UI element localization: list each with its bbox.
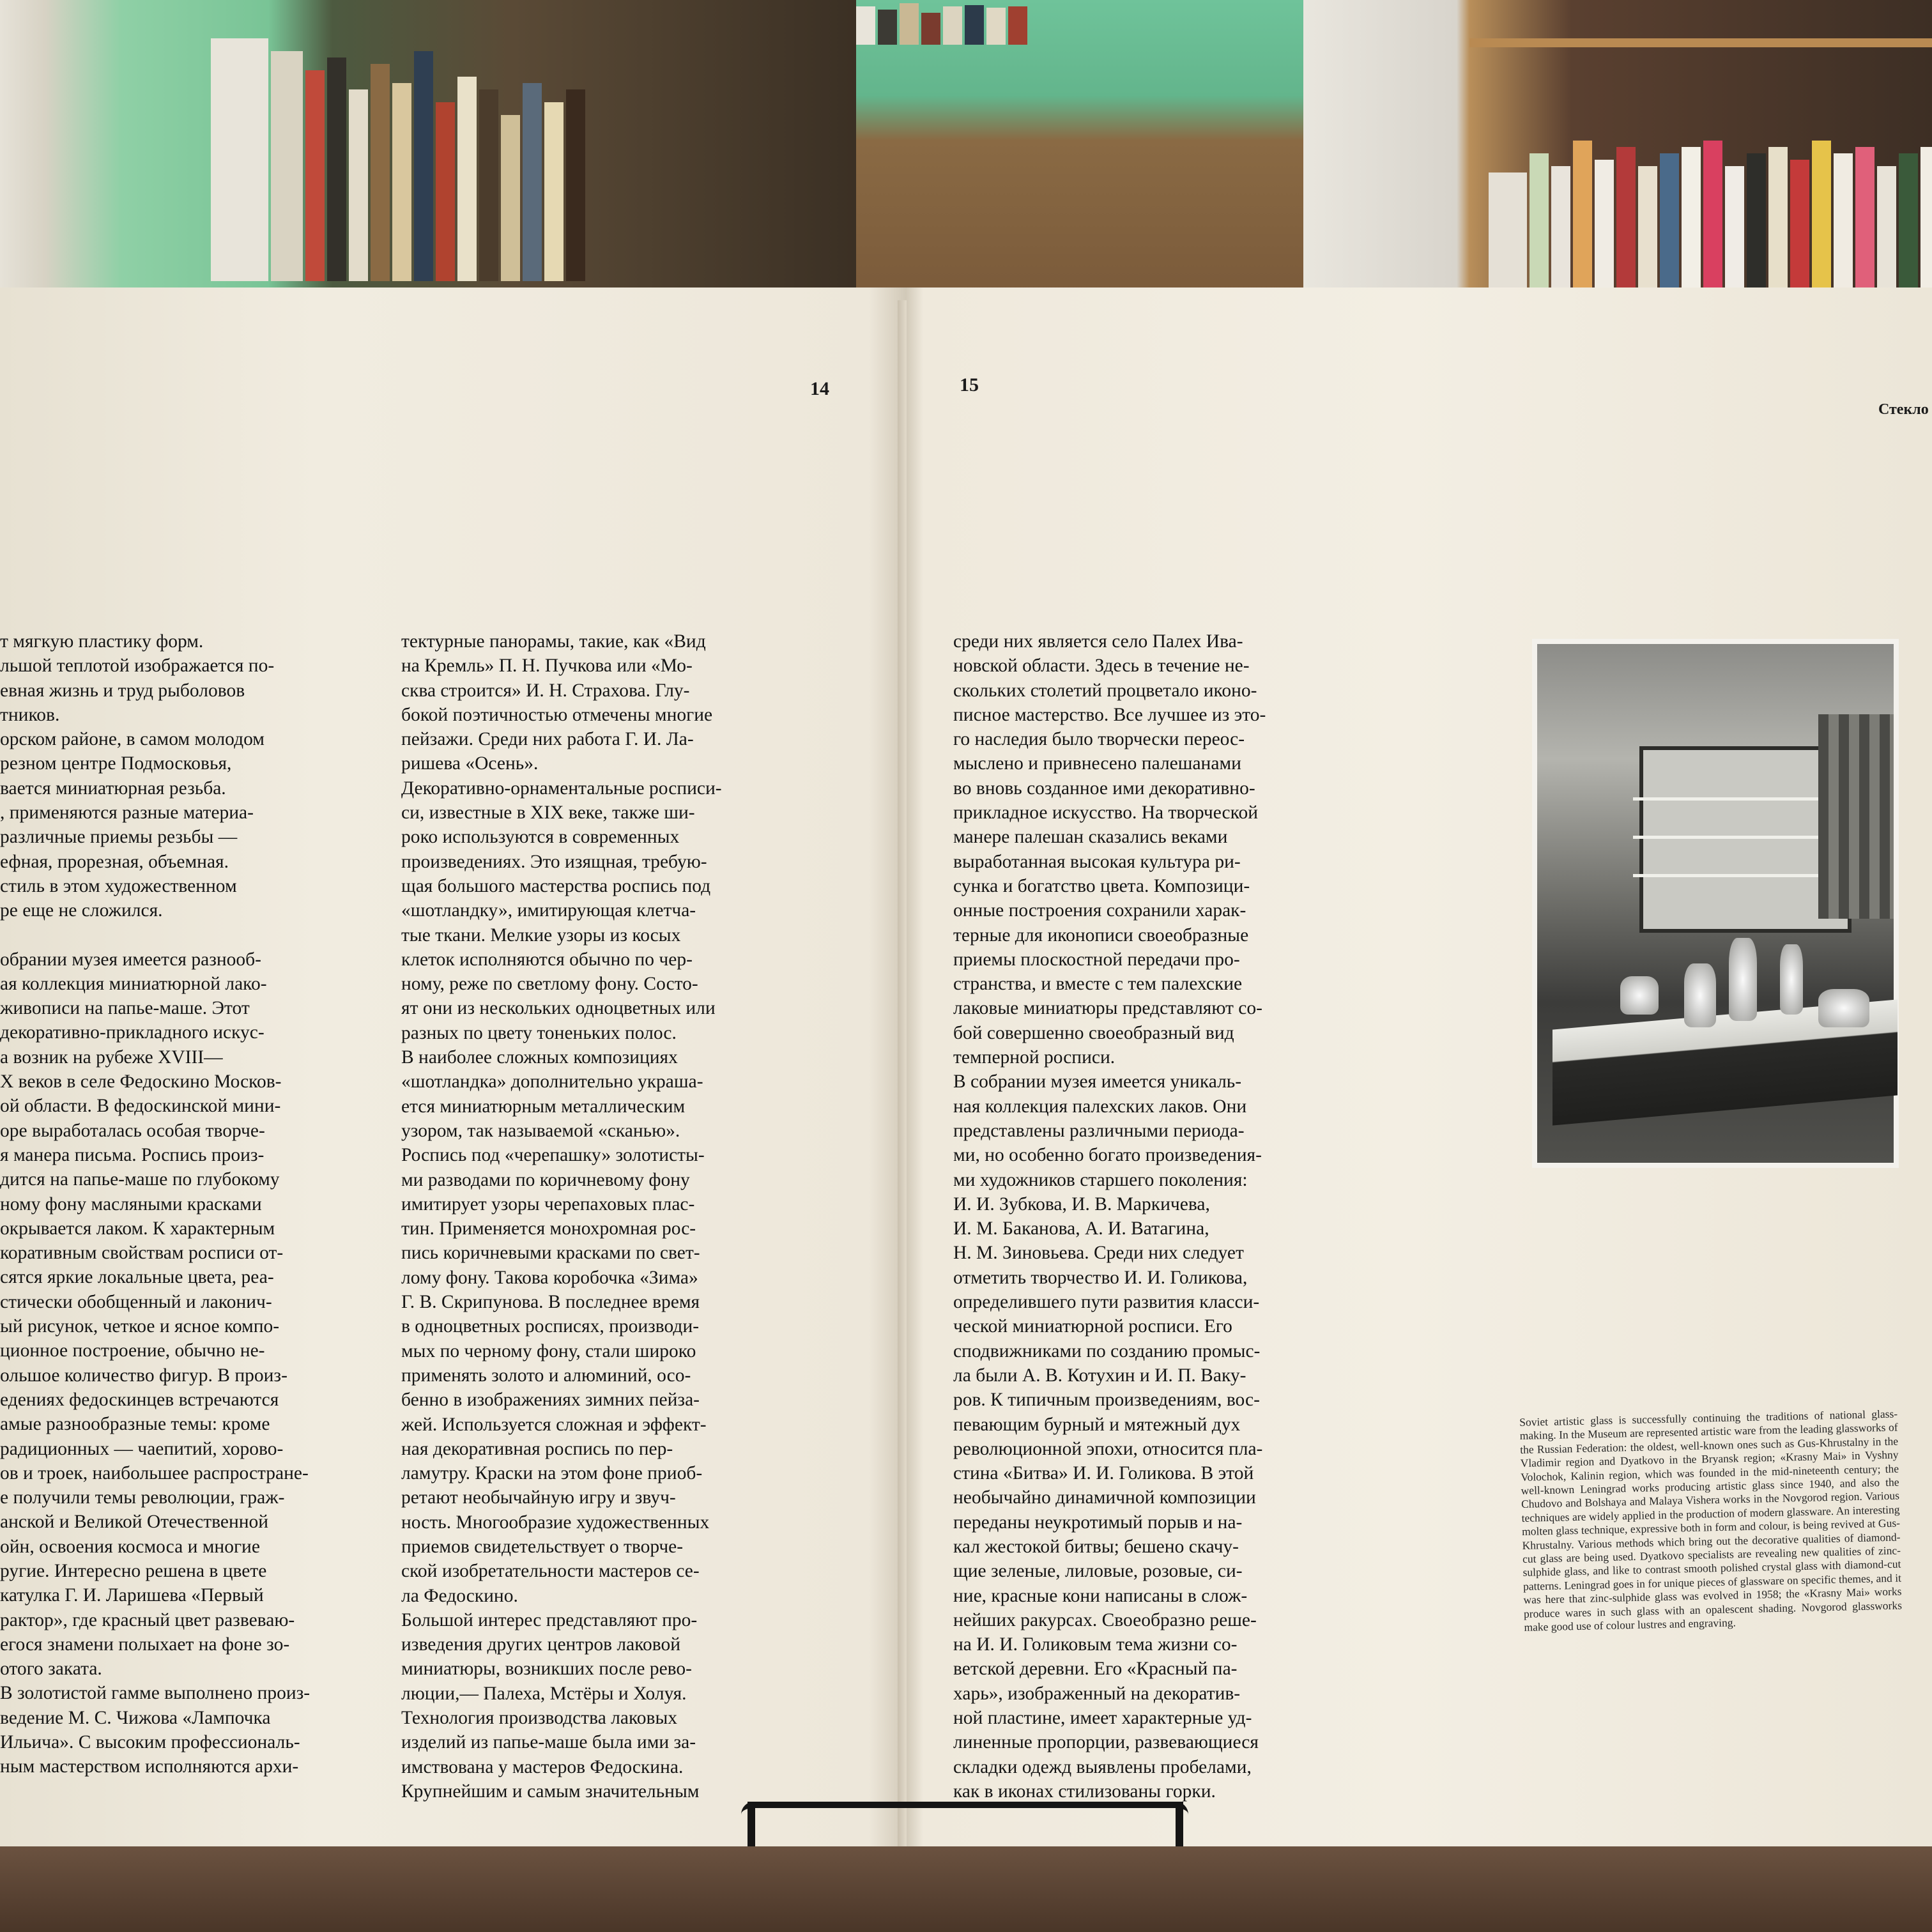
text-line: выработанная высокая культура ри- <box>953 851 1241 872</box>
text-line: ый рисунок, четкое и ясное компо- <box>0 1316 280 1337</box>
photo-glass-vase <box>1684 963 1716 1027</box>
text-line: мыслено и привнесено палешанами <box>953 753 1241 774</box>
text-column-2 <box>401 629 842 1804</box>
text-line: а возник на рубеже XVIII— <box>0 1046 223 1068</box>
text-line: на И. И. Голиковым тема жизни со- <box>953 1634 1238 1655</box>
text-line: ведение М. С. Чижова «Лампочка <box>0 1707 271 1728</box>
photo-curtain <box>1818 714 1894 919</box>
text-line: И. И. Зубкова, И. В. Маркичева, <box>953 1193 1210 1215</box>
text-line: певающим бурный и мятежный дух <box>953 1414 1241 1435</box>
text-line: кал жестокой битвы; бешено скачу- <box>953 1536 1239 1557</box>
text-line: ность. Многообразие художественных <box>401 1512 710 1533</box>
text-line: ние, красные кони написаны в слож- <box>953 1585 1248 1606</box>
text-line: сква строится» И. Н. Страхова. Глу- <box>401 680 690 701</box>
text-line: В наиболее сложных композициях <box>401 1047 678 1068</box>
text-line: евная жизнь и труд рыболовов <box>0 680 245 701</box>
text-line: ла Федоскино. <box>401 1585 518 1606</box>
text-line: ционное построение, обычно не- <box>0 1340 265 1361</box>
text-line: го наследия было творчески переос- <box>953 729 1245 750</box>
photo-glass-vase <box>1729 938 1757 1021</box>
text-line: щие зеленые, лиловые, розовые, си- <box>953 1561 1243 1582</box>
text-line: манере палешан сказались веками <box>953 827 1228 848</box>
text-line: отого заката. <box>0 1659 102 1680</box>
running-head: Стекло <box>1878 401 1929 418</box>
text-line: сунка и богатство цвета. Композици- <box>953 875 1250 896</box>
text-line: ми разводами по коричневому фону <box>401 1169 690 1190</box>
text-column-3 <box>953 629 1370 1804</box>
text-line: новской области. Здесь в течение не- <box>953 656 1250 677</box>
text-line: егося знамени полыхает на фоне зо- <box>0 1634 290 1655</box>
text-line: стически обобщенный и лаконич- <box>0 1291 272 1312</box>
text-line: тников. <box>0 704 60 725</box>
photo-scene <box>1537 644 1894 1163</box>
text-line: живописи на папье-маше. Этот <box>0 998 250 1019</box>
photo-glass-vase <box>1780 944 1803 1015</box>
text-line: т мягкую пластику форм. <box>0 631 204 652</box>
text-line: «шотландка» дополнительно украша- <box>401 1071 703 1092</box>
text-line: узором, так называемой «сканью». <box>401 1120 680 1141</box>
text-line: приемов свидетельствует о творче- <box>401 1536 684 1557</box>
text-line: имитирует узоры черепаховых плас- <box>401 1193 695 1215</box>
text-line: ругие. Интересно решена в цвете <box>0 1560 267 1581</box>
text-line: ла были А. В. Котухин и И. П. Ваку- <box>953 1365 1246 1386</box>
wooden-table <box>0 1846 1932 1932</box>
text-line: ая коллекция миниатюрной лако- <box>0 973 267 994</box>
text-line: пись коричневыми красками по свет- <box>401 1243 700 1264</box>
text-line: сподвижниками по созданию промыс- <box>953 1340 1261 1361</box>
text-line: стиль в этом художественном <box>0 875 237 896</box>
text-column-1 <box>0 629 396 1779</box>
text-line: тектурные панорамы, такие, как «Вид <box>401 631 706 652</box>
shelf-books-middle <box>856 0 1027 45</box>
text-line: едениях федоскинцев встречаются <box>0 1389 279 1410</box>
text-line: льшой теплотой изображается по- <box>0 656 275 677</box>
text-line: ришева «Осень». <box>401 753 539 774</box>
text-line: ской изобретательности мастеров се- <box>401 1561 700 1582</box>
text-line: разных по цвету тоненьких полос. <box>401 1022 677 1043</box>
text-line: отметить творчество И. И. Голикова, <box>953 1267 1248 1288</box>
text-line: орском районе, в самом молодом <box>0 729 264 750</box>
text-line: радиционных — чаепитий, хорово- <box>0 1438 284 1459</box>
text-line: ефная, прорезная, объемная. <box>0 851 229 872</box>
text-line: изделий из папье-маше была ими за- <box>401 1732 696 1753</box>
shelf-books-right <box>1489 102 1932 294</box>
text-line: ному, реже по светлому фону. Состо- <box>401 974 698 995</box>
text-line: люции,— Палеха, Мстёры и Холуя. <box>401 1683 687 1704</box>
text-line: харь», изображенный на декоратив- <box>953 1683 1241 1704</box>
text-line: жей. Используется сложная и эффект- <box>401 1414 707 1435</box>
text-line: В золотистой гамме выполнено произ- <box>0 1683 310 1704</box>
text-line: мых по черному фону, стали широко <box>401 1340 696 1361</box>
text-line: окрывается лаком. К характерным <box>0 1218 275 1239</box>
text-line: тин. Применяется монохромная рос- <box>401 1218 696 1239</box>
text-line: ретают необычайную игру и звуч- <box>401 1487 676 1508</box>
text-line: X веков в селе Федоскино Москов- <box>0 1071 282 1092</box>
text-line: Н. М. Зиновьева. Среди них следует <box>953 1243 1244 1264</box>
text-line: пейзажи. Среди них работа Г. И. Ла- <box>401 729 694 750</box>
page-number-right: 15 <box>960 374 979 395</box>
text-line: дится на папье-маше по глубокому <box>0 1169 280 1190</box>
text-line: Роспись под «черепашку» золотисты- <box>401 1145 705 1166</box>
text-line: темперной росписи. <box>953 1047 1116 1068</box>
text-line: как в иконах стилизованы горки. <box>953 1781 1216 1802</box>
text-line: обрании музея имеется разнооб- <box>0 949 261 970</box>
text-line: линенные пропорции, развевающиеся <box>953 1732 1259 1753</box>
text-line: изведения других центров лаковой <box>401 1634 681 1655</box>
book-gutter <box>898 300 907 1846</box>
text-line: бенно в изображениях зимних пейза- <box>401 1390 700 1411</box>
text-line: различные приемы резьбы — <box>0 827 238 848</box>
text-line: применять золото и алюминий, осо- <box>401 1365 691 1386</box>
text-line: ят они из нескольких одноцветных или <box>401 998 716 1019</box>
background-aisle <box>856 0 1303 300</box>
text-line: ется миниатюрным металлическим <box>401 1096 686 1117</box>
text-line: , применяются разные материа- <box>0 802 254 824</box>
text-line: ная коллекция палехских лаков. Они <box>953 1096 1247 1117</box>
text-line: ламутру. Краски на этом фоне приоб- <box>401 1463 703 1484</box>
page-number-left: 14 <box>810 378 829 399</box>
text-line: ров. К типичным произведениям, вос- <box>953 1390 1260 1411</box>
text-line: определившего пути развития класси- <box>953 1292 1260 1313</box>
text-line: В собрании музея имеется уникаль- <box>953 1071 1242 1092</box>
text-line: сятся яркие локальные цвета, реа- <box>0 1267 274 1288</box>
text-line: необычайно динамичной композиции <box>953 1487 1256 1508</box>
photo-glass-bowl <box>1818 989 1869 1027</box>
text-line: Ильича». С высоким профессиональ- <box>0 1732 300 1753</box>
text-line: щая большого мастерства роспись под <box>401 875 711 896</box>
text-line: рактор», где красный цвет развеваю- <box>0 1609 295 1630</box>
text-line: миниатюры, возникших после рево- <box>401 1659 692 1680</box>
text-line: лаковые миниатюры представляют со- <box>953 998 1262 1019</box>
text-line: коративным свойствам росписи от- <box>0 1243 284 1264</box>
text-line: во вновь созданное ими декоративно- <box>953 778 1255 799</box>
photo-glass-bowl <box>1620 976 1659 1015</box>
text-line: прикладное искусство. На творческой <box>953 802 1258 824</box>
photo-glass-exhibition <box>1532 639 1899 1168</box>
text-line: стина «Битва» И. И. Голикова. В этой <box>953 1463 1254 1484</box>
text-line: катулка Г. И. Ларишева «Первый <box>0 1585 264 1606</box>
text-line: среди них является село Палех Ива- <box>953 631 1243 652</box>
text-line: лому фону. Такова коробочка «Зима» <box>401 1267 698 1288</box>
text-line: резном центре Подмосковья, <box>0 753 232 774</box>
text-line: И. М. Баканова, А. И. Ватагина, <box>953 1218 1209 1239</box>
text-line: переданы неукротимый порыв и на- <box>953 1512 1243 1533</box>
text-line: скольких столетий процветало иконо- <box>953 680 1257 701</box>
text-line: приемы плоскостной передачи про- <box>953 949 1240 970</box>
text-line: ре еще не сложился. <box>0 900 163 921</box>
text-line: Технология производства лаковых <box>401 1708 678 1729</box>
text-line: я манера письма. Роспись произ- <box>0 1144 264 1165</box>
text-line: амые разнообразные темы: кроме <box>0 1414 270 1435</box>
text-line: складки одежд выявлены пробелами, <box>953 1756 1252 1777</box>
text-line: тые ткани. Мелкие узоры из косых <box>401 924 681 946</box>
text-line: имствована у мастеров Федоскина. <box>401 1756 684 1777</box>
text-line: ой области. В федоскинской мини- <box>0 1096 281 1117</box>
text-line: си, известные в XIX веке, также ши- <box>401 802 695 824</box>
text-line: писное мастерство. Все лучшее из это- <box>953 704 1266 725</box>
text-line: ми художников старшего поколения: <box>953 1169 1248 1190</box>
text-line: ми, но особенно богато произведения- <box>953 1145 1262 1166</box>
text-line: нейших ракурсах. Своеобразно реше- <box>953 1609 1257 1630</box>
text-line: ным мастерством исполняются архи- <box>0 1756 299 1777</box>
text-line: роко используются в современных <box>401 827 680 848</box>
text-line: бой совершенно своеобразный вид <box>953 1022 1234 1043</box>
text-line: «шотландку», имитирующая клетча- <box>401 900 696 921</box>
text-line: произведениях. Это изящная, требую- <box>401 851 707 872</box>
text-line: представлены различными периода- <box>953 1120 1245 1141</box>
text-line: на Кремль» П. Н. Пучкова или «Мо- <box>401 656 693 677</box>
text-line: странства, и вместе с тем палехские <box>953 974 1243 995</box>
text-line: ному фону масляными красками <box>0 1193 262 1215</box>
text-line: ольшое количество фигур. В произ- <box>0 1365 288 1386</box>
text-line: онные построения сохранили харак- <box>953 900 1246 921</box>
text-line: Декоративно-орнаментальные росписи- <box>401 778 722 799</box>
shelf-books-left <box>211 26 585 281</box>
text-line: ная декоративная роспись по пер- <box>401 1438 673 1459</box>
text-line: бокой поэтичностью отмечены многие <box>401 704 713 725</box>
book-stand <box>741 1802 1188 1846</box>
text-line: ойн, освоения космоса и многие <box>0 1536 260 1557</box>
shelf-board-top <box>1469 38 1932 47</box>
text-line: в одноцветных росписях, производи- <box>401 1316 700 1337</box>
photo-caption-english: Soviet artistic glass is successfully continuing the traditions of national glass-making. In the Museum are represented artistic ware from the leading glassworks of the Russian Federation: the oldest, well-known ones such as Gus-Khrustalny in the Vladimir region and Dyatkovo in the Bryansk region; «Krasny Mai» in Vyshny Volochok, Kalinin region, which was founded in the mid-nineteenth century; the well-known Leningrad works producing artistic glass since 1940, and also the Chudovo and Bolshaya and Malaya Vishera works in the Novgorod region. Various techniques are widely applied in the production of modern glassware. An interesting molten glass technique, expressive both in form and colour, is being revived at Gus-Khrustalny. Various methods which bring out the decorative qualities of diamond-cut glass are being used. Dyatkovo specialists are revealing new qualities of zinc-sulphide glass, and like to contrast smooth polished crystal glass with diamond-cut patterns. Leningrad goes in for unique pieces of glassware on specific themes, and it was here that zinc-sulphide glass was evolved in 1958; the «Krasny Mai» works produce wares in such glass with an opalescent shading. Novgorod glassworks make good use of colour lustres and engraving. <box>1519 1407 1903 1634</box>
text-line: анской и Великой Отечественной <box>0 1512 269 1533</box>
text-line: ческой миниатюрной росписи. Его <box>953 1316 1232 1337</box>
text-line: ов и троек, наибольшее распростране- <box>0 1462 309 1483</box>
text-line: ветской деревни. Его «Красный па- <box>953 1659 1238 1680</box>
text-line: е получили темы революции, граж- <box>0 1487 285 1508</box>
text-line: революционной эпохи, относится пла- <box>953 1438 1263 1459</box>
text-line: оре выработалась особая творче- <box>0 1120 265 1141</box>
text-line: вается миниатюрная резьба. <box>0 778 226 799</box>
text-line: декоративно-прикладного искус- <box>0 1022 264 1043</box>
text-line: Большой интерес представляют про- <box>401 1609 698 1630</box>
text-line: терные для иконописи своеобразные <box>953 924 1249 946</box>
text-line: Г. В. Скрипунова. В последнее время <box>401 1292 700 1313</box>
text-line: клеток исполняются обычно по чер- <box>401 949 693 970</box>
text-line: ной пластине, имеет характерные уд- <box>953 1708 1252 1729</box>
text-line: Крупнейшим и самым значительным <box>401 1781 700 1802</box>
